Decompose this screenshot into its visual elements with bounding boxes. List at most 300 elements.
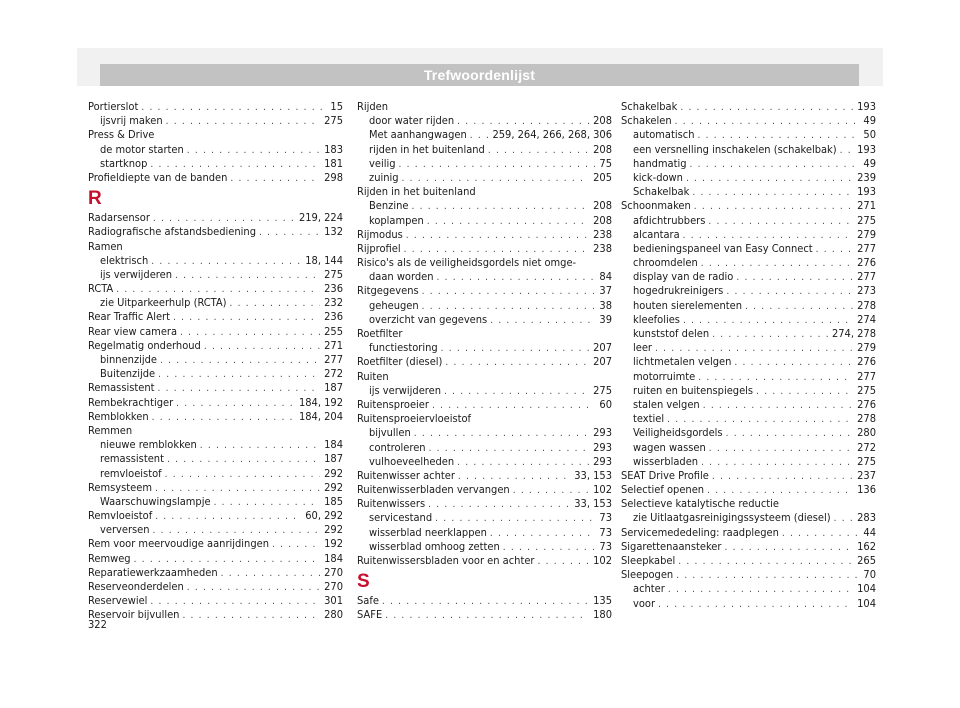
entry-page-ref: 276 xyxy=(857,256,876,270)
entry-label: veilig xyxy=(369,156,396,170)
index-entry xyxy=(88,594,343,608)
entry-label: Regelmatig onderhoud xyxy=(88,338,201,352)
index-subentry xyxy=(621,597,876,611)
entry-label: Veiligheidsgordels xyxy=(633,426,723,440)
entry-page-ref: 271 xyxy=(857,199,876,213)
leader-dots xyxy=(176,397,295,410)
index-subentry xyxy=(357,526,612,540)
index-heading: Rijden in het buitenland xyxy=(357,185,476,199)
entry-label: Rear Traffic Alert xyxy=(88,310,171,324)
index-subentry xyxy=(621,370,876,384)
entry-page-ref: 283 xyxy=(857,511,876,525)
leader-dots xyxy=(694,200,853,213)
leader-dots xyxy=(712,470,853,483)
entry-page-ref: 298 xyxy=(324,170,343,184)
index-heading: Ruitensproeiervloeistof xyxy=(357,412,472,426)
entry-page-ref: 275 xyxy=(857,454,876,468)
leader-dots xyxy=(470,129,489,142)
index-entry xyxy=(88,325,343,339)
entry-label: Remvloeistof xyxy=(88,509,153,523)
entry-label: vulhoeveelheden xyxy=(369,454,455,468)
entry-page-ref: 279 xyxy=(857,341,876,355)
entry-label: Reservoir bijvullen xyxy=(88,608,180,622)
index-subentry xyxy=(88,143,343,157)
entry-page-ref: 208 xyxy=(593,142,612,156)
leader-dots xyxy=(200,439,320,452)
index-entry xyxy=(621,114,876,128)
index-entry xyxy=(88,552,343,566)
index-entry xyxy=(357,242,612,256)
index-subentry xyxy=(621,455,876,469)
index-heading: Risico's als de veiligheidsgordels niet omge- xyxy=(357,256,577,270)
entry-label: achter xyxy=(633,582,665,596)
leader-dots xyxy=(422,300,596,313)
leader-dots xyxy=(385,609,589,622)
entry-page-ref: 270 xyxy=(324,565,343,579)
entry-label: remassistent xyxy=(100,452,164,466)
index-entry xyxy=(621,526,876,540)
entry-label: zie Uitparkeerhulp (RCTA) xyxy=(100,296,227,310)
entry-label: motorruimte xyxy=(633,369,696,383)
entry-page-ref: 301 xyxy=(324,594,343,608)
entry-label: textiel xyxy=(633,412,665,426)
leader-dots xyxy=(165,468,320,481)
index-subentry xyxy=(357,540,612,554)
entry-page-ref: 205 xyxy=(593,170,612,184)
entry-page-ref: 208 xyxy=(593,199,612,213)
leader-dots xyxy=(204,340,320,353)
index-subentry xyxy=(621,511,876,525)
entry-page-ref: 293 xyxy=(593,454,612,468)
leader-dots xyxy=(432,399,595,412)
index-subentry xyxy=(357,214,612,228)
leader-dots xyxy=(406,229,589,242)
index-subentry xyxy=(621,143,876,157)
entry-page-ref: 192 xyxy=(324,537,343,551)
entry-page-ref: 104 xyxy=(857,582,876,596)
entry-page-ref: 184, 192 xyxy=(298,395,343,409)
entry-label: Safe xyxy=(357,594,379,608)
leader-dots xyxy=(658,598,853,611)
index-entry xyxy=(357,594,612,608)
leader-dots xyxy=(668,583,853,596)
index-subentry xyxy=(357,157,612,171)
leader-dots xyxy=(712,328,828,341)
index-entry xyxy=(357,483,612,497)
index-subentry xyxy=(88,495,343,509)
entry-page-ref: 278 xyxy=(857,412,876,426)
entry-page-ref: 162 xyxy=(857,539,876,553)
leader-dots xyxy=(134,553,321,566)
leader-dots xyxy=(187,581,320,594)
entry-page-ref: 236 xyxy=(324,282,343,296)
leader-dots xyxy=(182,609,320,622)
index-entry xyxy=(357,608,612,622)
entry-page-ref: 238 xyxy=(593,227,612,241)
leader-dots xyxy=(414,427,589,440)
index-subentry xyxy=(357,199,612,213)
leader-dots xyxy=(398,158,595,171)
entry-label: rijden in het buitenland xyxy=(369,142,485,156)
leader-dots xyxy=(680,101,853,114)
entry-label: nieuwe remblokken xyxy=(100,438,197,452)
entry-label: Buitenzijde xyxy=(100,367,156,381)
entry-label: Reservewiel xyxy=(88,594,148,608)
index-entry xyxy=(88,225,343,239)
entry-page-ref: 102 xyxy=(593,483,612,497)
index-subentry xyxy=(621,128,876,142)
leader-dots xyxy=(173,311,320,324)
entry-label: ijs verwijderen xyxy=(100,267,172,281)
entry-page-ref: 272 xyxy=(324,367,343,381)
index-subentry xyxy=(621,313,876,327)
index-subentry xyxy=(621,270,876,284)
entry-page-ref: 185 xyxy=(324,494,343,508)
entry-page-ref: 73 xyxy=(599,511,612,525)
entry-label: houten sierelementen xyxy=(633,298,742,312)
entry-label: wisserbladen xyxy=(633,454,699,468)
index-subentry xyxy=(357,114,612,128)
entry-page-ref: 84 xyxy=(599,270,612,284)
entry-label: daan worden xyxy=(369,270,434,284)
entry-label: chroomdelen xyxy=(633,256,698,270)
leader-dots xyxy=(153,212,295,225)
index-column-1 xyxy=(88,100,343,623)
entry-label: wisserblad omhoog zetten xyxy=(369,539,500,553)
index-subentry xyxy=(88,367,343,381)
leader-dots xyxy=(683,314,853,327)
entry-page-ref: 104 xyxy=(857,596,876,610)
index-section-letter: R xyxy=(88,188,102,210)
entry-label: display van de radio xyxy=(633,270,734,284)
entry-page-ref: 136 xyxy=(857,483,876,497)
entry-label: zie Uitlaatgasreinigingssysteem (diesel) xyxy=(633,511,831,525)
entry-page-ref: 255 xyxy=(324,324,343,338)
index-entry xyxy=(88,509,343,523)
leader-dots xyxy=(230,172,320,185)
leader-dots xyxy=(272,538,320,551)
entry-page-ref: 279 xyxy=(857,227,876,241)
index-column-3 xyxy=(621,100,876,611)
entry-page-ref: 275 xyxy=(857,213,876,227)
entry-page-ref: 292 xyxy=(324,480,343,494)
entry-label: geheugen xyxy=(369,298,419,312)
entry-label: bedieningspaneel van Easy Connect xyxy=(633,241,813,255)
leader-dots xyxy=(724,541,853,554)
index-subentry xyxy=(621,426,876,440)
entry-page-ref: 273 xyxy=(857,284,876,298)
leader-dots xyxy=(158,382,321,395)
entry-page-ref: 239 xyxy=(857,170,876,184)
index-subentry xyxy=(357,171,612,185)
entry-page-ref: 280 xyxy=(857,426,876,440)
leader-dots xyxy=(734,356,853,369)
entry-page-ref: 293 xyxy=(593,440,612,454)
entry-label: Waarschuwingslampje xyxy=(100,494,211,508)
leader-dots xyxy=(259,226,320,239)
index-entry xyxy=(88,310,343,324)
leader-dots xyxy=(444,385,589,398)
entry-page-ref: 184, 204 xyxy=(298,409,343,423)
entry-label: de motor starten xyxy=(100,142,184,156)
entry-page-ref: 278 xyxy=(857,298,876,312)
leader-dots xyxy=(155,482,320,495)
entry-label: Remassistent xyxy=(88,381,155,395)
entry-page-ref: 135 xyxy=(593,594,612,608)
index-column-2 xyxy=(357,100,612,623)
index-subentry xyxy=(88,157,343,171)
leader-dots xyxy=(160,354,320,367)
entry-page-ref: 181 xyxy=(324,156,343,170)
entry-label: kunststof delen xyxy=(633,327,710,340)
entry-page-ref: 292 xyxy=(324,523,343,537)
entry-page-ref: 37 xyxy=(599,284,612,298)
leader-dots xyxy=(158,368,320,381)
entry-label: Schakelbak xyxy=(621,100,678,113)
index-entry xyxy=(88,396,343,410)
entry-page-ref: 75 xyxy=(599,156,612,170)
index-entry xyxy=(357,284,612,298)
index-entry xyxy=(621,469,876,483)
leader-dots xyxy=(411,200,589,213)
entry-page-ref: 184 xyxy=(324,438,343,452)
index-entry xyxy=(357,398,612,412)
entry-page-ref: 275 xyxy=(324,114,343,128)
index-entry xyxy=(357,469,612,483)
index-subentry xyxy=(621,284,876,298)
entry-page-ref: 73 xyxy=(599,525,612,539)
entry-page-ref: 18, 144 xyxy=(305,253,343,267)
index-subentry xyxy=(357,270,612,284)
leader-dots xyxy=(678,555,853,568)
index-subentry xyxy=(88,114,343,128)
leader-dots xyxy=(667,413,853,426)
index-entry xyxy=(88,171,343,185)
entry-page-ref: 275 xyxy=(857,383,876,397)
leader-dots xyxy=(153,524,321,537)
leader-dots xyxy=(708,215,853,228)
index-subentry xyxy=(357,299,612,313)
entry-label: Sigarettenaansteker xyxy=(621,539,722,553)
entry-label: Remsysteem xyxy=(88,480,152,494)
entry-label: remvloeistof xyxy=(100,466,162,480)
leader-dots xyxy=(427,215,589,228)
entry-page-ref: 259, 264, 266, 268, 306 xyxy=(492,128,612,142)
index-subentry xyxy=(621,171,876,185)
index-entry xyxy=(88,608,343,622)
entry-label: Benzine xyxy=(369,199,409,213)
entry-label: hogedrukreinigers xyxy=(633,284,724,298)
entry-page-ref: 219, 224 xyxy=(298,211,343,225)
index-entry xyxy=(88,537,343,551)
index-subentry xyxy=(88,353,343,367)
index-subentry xyxy=(621,327,876,341)
index-subentry xyxy=(621,582,876,596)
entry-label: Rijmodus xyxy=(357,227,403,241)
leader-dots xyxy=(435,512,595,525)
leader-dots xyxy=(150,595,320,608)
index-entry xyxy=(621,568,876,582)
entry-page-ref: 271 xyxy=(324,338,343,352)
leader-dots xyxy=(513,484,589,497)
leader-dots xyxy=(441,342,589,355)
index-entry xyxy=(88,100,343,114)
leader-dots xyxy=(709,442,853,455)
leader-dots xyxy=(655,342,853,355)
entry-label: Rembekrachtiger xyxy=(88,395,174,409)
entry-label: handmatig xyxy=(633,156,687,170)
entry-page-ref: 280 xyxy=(324,608,343,622)
entry-page-ref: 238 xyxy=(593,241,612,255)
entry-page-ref: 274 xyxy=(857,312,876,326)
leader-dots xyxy=(686,172,853,185)
entry-page-ref: 237 xyxy=(857,468,876,482)
leader-dots xyxy=(151,255,301,268)
entry-page-ref: 277 xyxy=(324,353,343,366)
entry-label: Remweg xyxy=(88,551,131,565)
entry-label: Selectief openen xyxy=(621,483,705,497)
leader-dots xyxy=(428,498,570,511)
index-entry xyxy=(88,339,343,353)
entry-label: Ritgegevens xyxy=(357,284,419,298)
entry-label: RCTA xyxy=(88,282,114,296)
entry-label: bijvullen xyxy=(369,426,411,440)
index-entry xyxy=(88,566,343,580)
section-title: Trefwoordenlijst xyxy=(423,67,536,83)
leader-dots xyxy=(490,314,595,327)
leader-dots xyxy=(150,158,320,171)
index-heading: Rijden xyxy=(357,100,389,113)
entry-label: voor xyxy=(633,596,656,610)
leader-dots xyxy=(707,484,853,497)
entry-label: stalen velgen xyxy=(633,397,700,411)
entry-label: Profieldiepte van de banden xyxy=(88,170,228,184)
index-heading: Selectieve katalytische reductie xyxy=(621,497,779,511)
entry-page-ref: 187 xyxy=(324,452,343,466)
leader-dots xyxy=(402,172,590,185)
entry-page-ref: 33, 153 xyxy=(574,468,612,482)
index-entry xyxy=(621,483,876,497)
leader-dots xyxy=(457,456,589,469)
index-subentry xyxy=(88,452,343,466)
entry-page-ref: 277 xyxy=(857,369,876,383)
index-subentry xyxy=(621,228,876,242)
index-subentry xyxy=(88,254,343,268)
leader-dots xyxy=(166,115,320,128)
entry-page-ref: 208 xyxy=(593,114,612,128)
entry-label: SEAT Drive Profile xyxy=(621,468,709,482)
index-subentry xyxy=(621,157,876,171)
leader-dots xyxy=(175,269,320,282)
index-entry xyxy=(357,554,612,568)
entry-page-ref: 275 xyxy=(324,267,343,281)
index-subentry xyxy=(621,185,876,199)
index-heading: Roetfilter xyxy=(357,327,403,340)
entry-label: kleefolies xyxy=(633,312,680,326)
index-entry xyxy=(621,100,876,114)
index-subentry xyxy=(621,214,876,228)
entry-page-ref: 292 xyxy=(324,466,343,480)
index-entry xyxy=(88,211,343,225)
entry-page-ref: 277 xyxy=(857,270,876,284)
entry-label: elektrisch xyxy=(100,253,149,267)
entry-label: koplampen xyxy=(369,213,424,227)
page-number: 322 xyxy=(88,618,107,631)
entry-label: leer xyxy=(633,341,652,355)
index-subentry xyxy=(88,296,343,310)
index-subentry xyxy=(357,426,612,440)
index-entry xyxy=(621,540,876,554)
entry-label: verversen xyxy=(100,523,150,537)
entry-page-ref: 193 xyxy=(857,100,876,113)
entry-label: Roetfilter (diesel) xyxy=(357,355,443,369)
entry-page-ref: 208 xyxy=(593,213,612,227)
entry-label: Radiografische afstandsbediening xyxy=(88,225,256,239)
index-subentry xyxy=(88,467,343,481)
entry-label: ruiten en buitenspiegels xyxy=(633,383,754,397)
leader-dots xyxy=(488,144,589,157)
entry-label: Portierslot xyxy=(88,100,139,113)
entry-page-ref: 60, 292 xyxy=(305,509,343,523)
entry-page-ref: 60 xyxy=(599,397,612,411)
entry-label: binnenzijde xyxy=(100,353,158,366)
entry-page-ref: 272 xyxy=(857,440,876,454)
index-heading: Ruiten xyxy=(357,369,389,383)
entry-page-ref: 193 xyxy=(857,185,876,199)
entry-page-ref: 236 xyxy=(324,310,343,324)
entry-page-ref: 293 xyxy=(593,426,612,440)
leader-dots xyxy=(382,595,589,608)
index-subentry xyxy=(621,341,876,355)
entry-page-ref: 207 xyxy=(593,341,612,355)
leader-dots xyxy=(701,257,853,270)
index-subentry xyxy=(357,313,612,327)
index-subentry xyxy=(621,242,876,256)
index-heading: Ramen xyxy=(88,239,123,253)
entry-label: een versnelling inschakelen (schakelbak) xyxy=(633,142,837,156)
entry-page-ref: 274, 278 xyxy=(831,327,876,340)
entry-page-ref: 70 xyxy=(863,568,876,582)
index-subentry xyxy=(621,384,876,398)
index-subentry xyxy=(621,398,876,412)
leader-dots xyxy=(816,243,853,256)
entry-page-ref: 265 xyxy=(857,554,876,567)
entry-label: lichtmetalen velgen xyxy=(633,355,732,369)
entry-label: Ruitenwissers xyxy=(357,497,426,511)
entry-page-ref: 132 xyxy=(324,225,343,239)
leader-dots xyxy=(701,456,853,469)
entry-label: kick-down xyxy=(633,170,683,184)
entry-label: wagen wassen xyxy=(633,440,706,454)
index-subentry xyxy=(621,355,876,369)
index-entry xyxy=(357,497,612,511)
leader-dots xyxy=(538,555,590,568)
entry-label: Servicemededeling: raadplegen xyxy=(621,525,779,539)
leader-dots xyxy=(221,567,320,580)
entry-label: Rem voor meervoudige aanrijdingen xyxy=(88,537,269,551)
entry-label: Rijprofiel xyxy=(357,241,401,255)
entry-label: Schoonmaken xyxy=(621,199,691,213)
entry-page-ref: 50 xyxy=(863,128,876,142)
leader-dots xyxy=(437,271,596,284)
index-entry xyxy=(88,580,343,594)
entry-page-ref: 270 xyxy=(324,580,343,593)
leader-dots xyxy=(230,297,321,310)
leader-dots xyxy=(152,411,295,424)
entry-label: Sleepkabel xyxy=(621,554,676,567)
entry-label: wisserblad neerklappen xyxy=(369,525,487,539)
index-entry xyxy=(88,410,343,424)
